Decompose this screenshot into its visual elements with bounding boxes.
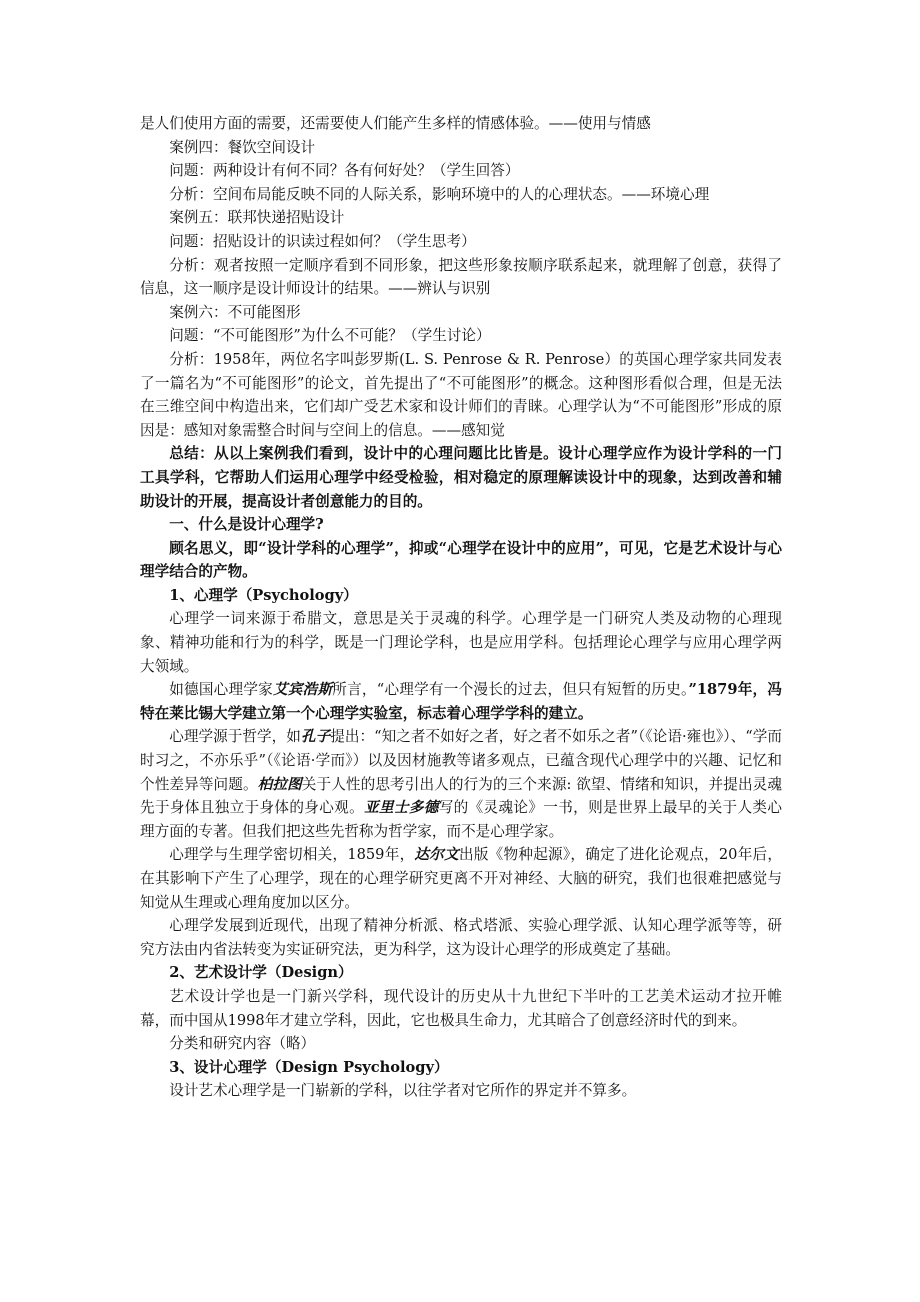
heading-design-psychology: 3、设计心理学（Design Psychology） xyxy=(169,1058,449,1076)
case-5-title: 案例五：联邦快递招贴设计 xyxy=(169,209,345,227)
section-heading-what-is: 一、什么是设计心理学? xyxy=(169,516,324,534)
psychology-paragraph-4 xyxy=(140,843,782,914)
design-paragraph-1: 艺术设计学也是一门新兴学科，现代设计的历史从十九世纪下半叶的工艺美术运动才拉开帷幕，而中国从1998年才建立学科，因此，它也极具生命力，尤其暗合了创意经济时代的到来。 xyxy=(140,987,782,1029)
name-darwin: 达尔文 xyxy=(414,846,459,864)
text-run: 心理学与生理学密切相关，1859年， xyxy=(169,846,415,864)
definition-paragraph: 顾名思义，即“设计学科的心理学”，抑或“心理学在设计中的应用”，可见，它是艺术设计与心理学结合的产物。 xyxy=(140,539,782,581)
text-run: 写的《灵魂论》一书，则是世界上最早的关于人类心理方面的专著。但我们把这些先哲称为哲学家，而不是心理学家。 xyxy=(140,799,782,840)
case-4-analysis: 分析：空间布局能反映不同的人际关系，影响环境中的人的心理状态。——环境心理 xyxy=(169,185,710,203)
text-run: 如德国心理学家 xyxy=(169,681,273,699)
heading-psychology: 1、心理学（Psychology） xyxy=(169,586,358,604)
text-run: 心理学源于哲学，如 xyxy=(169,728,301,746)
summary-paragraph: 总结：从以上案例我们看到，设计中的心理问题比比皆是。设计心理学应作为设计学科的一门工具学科，它帮助人们运用心理学中经受检验，相对稳定的原理解读设计中的现象，达到改善和辅助设计的开展，提高设计者创意能力的目的。 xyxy=(140,445,782,510)
case-5-question: 问题：招贴设计的识读过程如何？（学生思考） xyxy=(169,232,476,250)
psychology-paragraph-3 xyxy=(140,725,782,843)
name-ebbinghaus: 艾宾浩斯 xyxy=(272,681,333,699)
design-paragraph-2: 分类和研究内容（略） xyxy=(169,1035,316,1053)
text-run: 关于人性的思考引出人的行为的三个来源: 欲望、情绪和知识，并提出灵魂先于身体且独立于身体的身心观。 xyxy=(140,775,782,817)
case-6-analysis: 分析：1958年，两位名字叫彭罗斯(L. S. Penrose & R. Penrose）的英国心理学家共同发表了一篇名为“不可能图形”的论文，首先提出了“不可能图形”的概念。这种图形看似合理，但是无法在三维空间中构造出来，它们却广受艺术家和设计师们的青睐。心理学认为“不可能图形”形成的原因是：感知对象需整合时间与空间上的信息。——感知觉 xyxy=(140,350,782,439)
case-4-question: 问题：两种设计有何不同？各有何好处？（学生回答） xyxy=(169,162,520,180)
case-6-question: 问题：“不可能图形”为什么不可能？（学生讨论） xyxy=(169,327,491,345)
case-6-title: 案例六：不可能图形 xyxy=(169,303,301,321)
design-psychology-paragraph-1: 设计艺术心理学是一门崭新的学科，以往学者对它所作的界定并不算多。 xyxy=(169,1082,637,1100)
case-5-analysis: 分析：观者按照一定顺序看到不同形象，把这些形象按顺序联系起来，就理解了创意，获得了信息，这一顺序是设计师设计的结果。——辨认与识别 xyxy=(140,256,782,298)
psychology-paragraph-1: 心理学一词来源于希腊文，意思是关于灵魂的科学。心理学是一门研究人类及动物的心理现象、精神功能和行为的科学，既是一门理论学科，也是应用学科。包括理论心理学与应用心理学两大领域。 xyxy=(140,610,782,675)
text-run: 出版《物种起源》，确定了进化论观点，20年后，在其影响下产生了心理学，现在的心理学研究更离不开对神经、大脑的研究，我们也很难把感觉与知觉从生理或心理角度加以区分。 xyxy=(140,846,782,911)
name-confucius: 孔子 xyxy=(300,728,331,746)
psychology-paragraph-5: 心理学发展到近现代，出现了精神分析派、格式塔派、实验心理学派、认知心理学派等等，研究方法由内省法转变为实证研究法，更为科学，这为设计心理学的形成奠定了基础。 xyxy=(140,917,782,958)
case-4-title: 案例四：餐饮空间设计 xyxy=(169,138,316,156)
heading-design: 2、艺术设计学（Design） xyxy=(169,964,353,982)
text-run: 所言，“心理学有一个漫长的过去，但只有短暂的历史。 xyxy=(332,681,689,699)
text-run: 提出：“知之者不如好之者，好之者不如乐之者”（《论语·雍也》）、“学而时习之，不亦乐乎”（《论语·学而》）以及因材施教等诸多观点，已蕴含现代心理学中的兴趣、记忆和个性差异等问题。 xyxy=(140,728,782,793)
name-aristotle: 亚里士多德 xyxy=(364,799,439,817)
psychology-paragraph-2 xyxy=(140,678,782,725)
name-plato: 柏拉图 xyxy=(257,775,302,793)
bold-run-wundt: ”1879年，冯特在莱比锡大学建立第一个心理学实验室，标志着心理学学科的建立。 xyxy=(140,681,782,722)
paragraph-use-emotion: 是人们使用方面的需要，还需要使人们能产生多样的情感体验。——使用与情感 xyxy=(140,115,651,132)
document-page xyxy=(140,112,782,1103)
